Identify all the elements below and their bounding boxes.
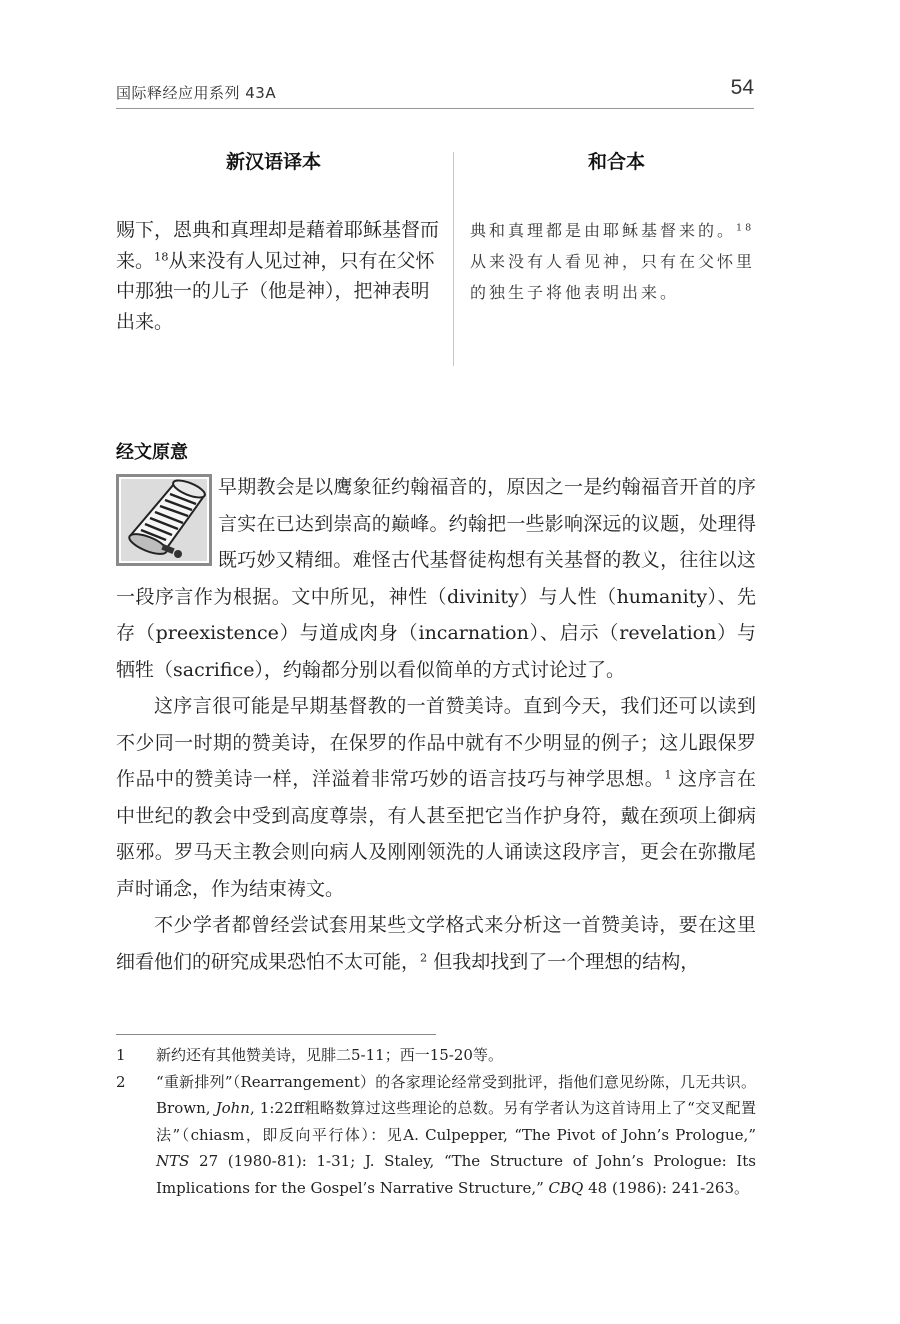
footnote-ref: 2 (420, 950, 428, 965)
exposition-body (116, 469, 756, 980)
paragraph-text: 早期教会是以鹰象征约翰福音的，原因之一是约翰福音开首的序言实在已达到崇高的巅峰。约翰把一些影响深远的议题，处理得既巧妙又精细。难怪古代基督徒构想有关基督的教义，往往以这一段序言作为根据。文中所见，神性（divinity）与人性（humanity）、先存（preexistence）与道成肉身（incarnation）、启示（revelation）与牺牲（sacrifice），约翰都分别以看似简单的方式讨论过了。 (116, 476, 756, 681)
column-title-left: 新汉语译本 (226, 151, 322, 173)
journal-title: NTS (156, 1152, 190, 1170)
translation-text-left (116, 215, 441, 337)
footnote-text-part: “重新排列”（Rearrangement）的各家理论经常受到批评，指他们意见纷陈，几无共识。Brown, (156, 1072, 756, 1117)
right-text-part-1: 典和真理都是由耶稣基督来的。 (470, 221, 737, 240)
footnote-text: 新约还有其他赞美诗，见腓二5-11；西一15-20等。 (156, 1046, 503, 1064)
footnotes (116, 1042, 756, 1201)
work-title: John (215, 1099, 250, 1117)
journal-title: CBQ (548, 1178, 584, 1197)
paragraph-text: 不少学者都曾经尝试套用某些文学格式来分析这一首赞美诗，要在这里细看他们的研究成果恐怕不太可能， (116, 914, 756, 973)
paragraph (116, 688, 756, 907)
left-text-part-2: 从来没有人见过神，只有在父怀中那独一的儿子（他是神），把神表明出来。 (116, 249, 435, 333)
footnote-number: 1 (116, 1046, 126, 1064)
paragraph-text: 但我却找到了一个理想的结构， (427, 950, 700, 973)
footnote-text-part: 27 (1980-81): 1-31; J. Staley, “The Structure of John’s Prologue: Its Implications for the Gospel’s Narrative Structure,” (156, 1152, 756, 1197)
column-title-right: 和合本 (588, 151, 646, 173)
paragraph-text: 这序言在中世纪的教会中受到高度尊崇，有人甚至把它当作护身符，戴在颈项上御病驱邪。罗马天主教会则向病人及刚刚领洗的人诵读这段序言，更会在弥撒尾声时诵念，作为结束祷文。 (116, 768, 756, 900)
running-header (116, 76, 754, 109)
paragraph (116, 469, 756, 688)
column-divider (453, 152, 454, 366)
translation-text-right (470, 215, 760, 308)
verse-number: 18 (736, 222, 755, 234)
footnote-rule (116, 1034, 436, 1035)
section-heading: 经文原意 (116, 442, 188, 463)
page-number: 54 (730, 76, 754, 99)
footnote-text-part: , 1:22ff粗略数算过这些理论的总数。另有学者认为这首诗用上了“交叉配置法”（chiasm，即反向平行体）：见A. Culpepper, “The Pivot of John’s Prologue,” (156, 1099, 756, 1144)
footnote (116, 1042, 756, 1069)
footnote-text (156, 1069, 756, 1202)
right-text-part-2: 从来没有人看见神，只有在父怀里的独生子将他表明出来。 (470, 252, 756, 302)
footnote (116, 1069, 756, 1202)
verse-number: 18 (154, 249, 169, 264)
series-title: 国际释经应用系列 43A (116, 84, 277, 102)
footnote-ref: 1 (664, 767, 672, 782)
paragraph-text: 这序言很可能是早期基督教的一首赞美诗。直到今天，我们还可以读到不少同一时期的赞美诗，在保罗的作品中就有不少明显的例子；这儿跟保罗作品中的赞美诗一样，洋溢着非常巧妙的语言技巧与神学思想。 (116, 695, 756, 790)
left-text-part-1: 赐下，恩典和真理却是藉着耶稣基督而来。 (116, 219, 440, 272)
footnote-text-part: 48 (1986): 241-263。 (583, 1178, 749, 1197)
footnote-number: 2 (116, 1072, 126, 1091)
paragraph (116, 907, 756, 980)
